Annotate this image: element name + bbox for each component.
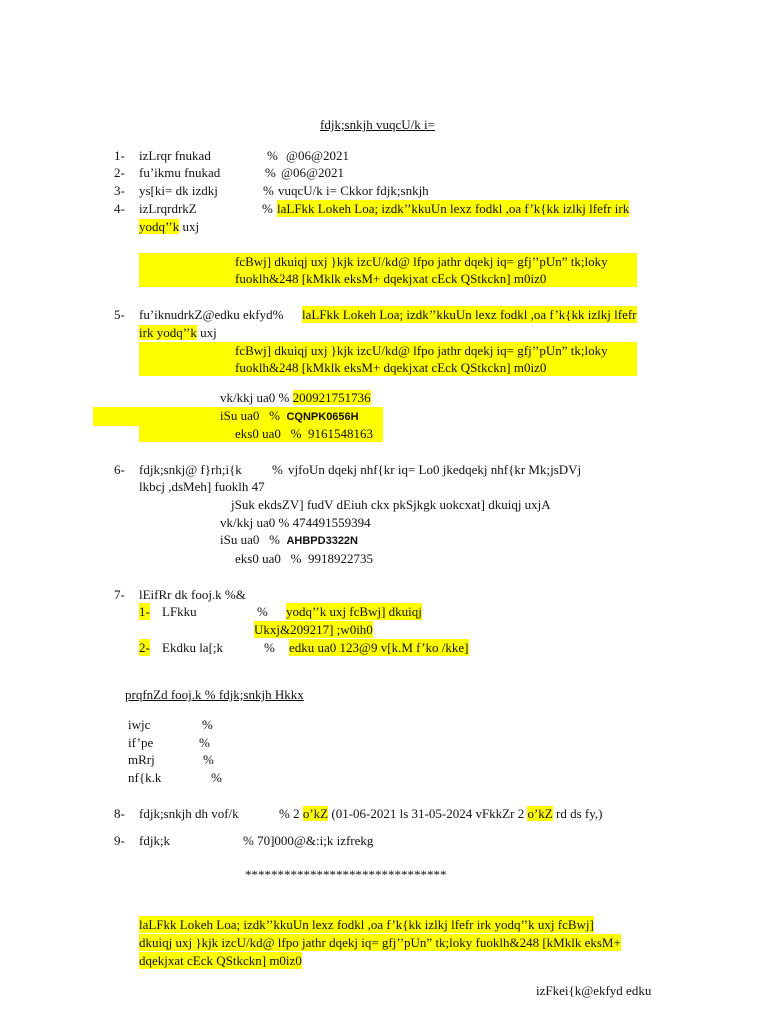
item-7-number: 7- bbox=[114, 587, 125, 602]
item-8-label: fdjk;snkjh dh vof/k bbox=[139, 806, 239, 821]
tenant-pan-row bbox=[220, 531, 358, 550]
item-5-number: 5- bbox=[114, 307, 125, 322]
owner-aadhaar bbox=[220, 389, 371, 406]
item-7a-location-2: Ukxj&209217] ;w0ih0 bbox=[254, 622, 373, 637]
item-6-line-3: jSuk ekdsZV] fudV dEiuh ckx pkSjkgk uokcxat] dkuiqj uxjA bbox=[231, 497, 551, 512]
item-8-years-2: o’kZ bbox=[527, 806, 553, 821]
item-5-address-line-4: fuoklh&248 [kMklk eksM+ dqekjxat cEck QStkckn] m0iz0 bbox=[139, 359, 637, 376]
item-2-value: @06@2021 bbox=[281, 165, 344, 180]
item-2-sep: % bbox=[265, 165, 276, 180]
item-3-sep: % bbox=[263, 183, 274, 198]
separator-stars: ******************************* bbox=[245, 867, 447, 882]
item-5-address-line-3: fcBwj] dkuiqj uxj }kjk izcU/kd@ lfpo jathr dqekj iq= gfj’’pUn” tk;loky bbox=[139, 342, 637, 359]
item-9-label: fdjk;k bbox=[139, 833, 171, 848]
item-8-mid: (01-06-2021 ls 31-05-2024 vFkkZr 2 bbox=[331, 806, 525, 821]
owner-mobile-value: 9161548163 bbox=[307, 426, 373, 441]
item-6-label: fdjk;snkj@ f}rh;i{k bbox=[139, 462, 242, 477]
owner-mobile-label: eks0 ua0 bbox=[235, 426, 281, 441]
item-4-address-line-1: laLFkk Lokeh Loa; izdk’’kkuUn lexz fodkl ,oa f’k{kk izlkj lfefr irk bbox=[277, 201, 630, 216]
item-1-label: izLrqr fnukad bbox=[139, 148, 211, 163]
tenant-mobile-value: 9918922735 bbox=[307, 551, 373, 566]
owner-mobile-row bbox=[139, 425, 383, 442]
item-7a-location-1: yodq’’k uxj fcBwj] dkuiqj bbox=[286, 604, 422, 619]
item-5-address-line-2 bbox=[139, 324, 217, 341]
item-7b-house: edku ua0 123@9 v[k.M f’ko /kke] bbox=[289, 640, 469, 655]
boundary-south-sep: % bbox=[211, 770, 222, 785]
item-7a-label: LFkku bbox=[162, 604, 197, 619]
owner-aadhaar-label: vk/kkj ua0 % bbox=[220, 390, 290, 405]
item-8-number: 8- bbox=[114, 806, 125, 821]
item-7b-sep: % bbox=[264, 640, 275, 655]
item-8-pre: % 2 bbox=[279, 806, 300, 821]
item-4-label: izLrqrdrkZ bbox=[139, 201, 197, 216]
item-5-address-tail: uxj bbox=[200, 325, 217, 340]
item-1-sep: % bbox=[267, 148, 278, 163]
owner-aadhaar-value: 200921751736 bbox=[292, 390, 371, 405]
item-4-address-line-2 bbox=[139, 218, 199, 235]
item-6-number: 6- bbox=[114, 462, 125, 477]
boundary-title: prqfnZd fooj.k % fdjk;snkjh Hkkx bbox=[125, 687, 304, 702]
owner-pan-sep: % bbox=[269, 408, 280, 423]
item-9-value: % 70]000@&:i;k izfrekg bbox=[243, 833, 374, 848]
item-4-address-hl: yodq’’k bbox=[139, 219, 180, 234]
item-3-label: ys[ki= dk izdkj bbox=[139, 183, 218, 198]
item-1-number: 1- bbox=[114, 148, 125, 163]
boundary-east-label: iwjc bbox=[128, 717, 151, 732]
item-6-sep: % bbox=[272, 462, 283, 477]
tenant-mobile-sep: % bbox=[290, 551, 302, 566]
owner-pan-label: iSu ua0 bbox=[220, 408, 260, 423]
item-7a-number: 1- bbox=[139, 604, 150, 619]
item-7a-sep: % bbox=[257, 604, 268, 619]
item-5-address-hl: irk yodq’’k bbox=[139, 325, 197, 340]
owner-mobile-sep: % bbox=[290, 426, 302, 441]
item-8-years-1: o’kZ bbox=[302, 806, 329, 821]
item-2-label: fu’ikmu fnukad bbox=[139, 165, 221, 180]
boundary-west-sep: % bbox=[199, 735, 210, 750]
boundary-east-sep: % bbox=[202, 717, 213, 732]
item-6-line-2: lkbcj ,dsMeh] fuoklh 47 bbox=[139, 479, 265, 494]
item-5-label: fu’iknudrkZ@edku ekfyd% bbox=[139, 307, 284, 322]
item-3-value: vuqcU/k i= Ckkor fdjk;snkjh bbox=[278, 183, 429, 198]
item-7b-number: 2- bbox=[139, 640, 150, 655]
footer-address-line-3: dqekjxat cEck QStkckn] m0iz0 bbox=[139, 953, 302, 968]
tenant-pan-sep: % bbox=[269, 532, 280, 547]
item-7b-label: Ekdku la[;k bbox=[162, 640, 224, 655]
boundary-west-label: if’pe bbox=[128, 735, 154, 750]
item-4-address-line-3: fcBwj] dkuiqj uxj }kjk izcU/kd@ lfpo jathr dqekj iq= gfj’’pUn” tk;loky bbox=[139, 253, 637, 270]
footer-address-line-2: dkuiqj uxj }kjk izcU/kd@ lfpo jathr dqekj iq= gfj’’pUn” tk;loky fuoklh&248 [kMklk eksM+ bbox=[139, 935, 621, 950]
signature-label: izFkei{k@ekfyd edku bbox=[536, 983, 652, 998]
tenant-mobile-row bbox=[235, 550, 373, 567]
item-4-number: 4- bbox=[114, 201, 125, 216]
item-4-address-line-4: fuoklh&248 [kMklk eksM+ dqekjxat cEck QStkckn] m0iz0 bbox=[139, 270, 637, 287]
boundary-north-label: mRrj bbox=[128, 752, 155, 767]
item-8-post: rd ds fy,) bbox=[555, 806, 603, 821]
item-1-value: @06@2021 bbox=[286, 148, 349, 163]
item-3-number: 3- bbox=[114, 183, 125, 198]
tenant-pan-label: iSu ua0 bbox=[220, 532, 260, 547]
page-title: fdjk;snkjh vuqcU/k i= bbox=[320, 117, 435, 132]
footer-address-line-1: laLFkk Lokeh Loa; izdk’’kkuUn lexz fodkl ,oa f’k{kk izlkj lfefr irk yodq’’k uxj fcBwj] bbox=[139, 917, 594, 932]
owner-pan-row bbox=[93, 407, 383, 426]
item-6-line-1: vjfoUn dqekj nhf{kr iq= Lo0 jkedqekj nhf{kr Mk;jsDVj bbox=[288, 462, 582, 477]
item-2-number: 2- bbox=[114, 165, 125, 180]
tenant-aadhaar: vk/kkj ua0 % 474491559394 bbox=[220, 515, 371, 530]
boundary-south-label: nf{k.k bbox=[128, 770, 162, 785]
boundary-north-sep: % bbox=[203, 752, 214, 767]
tenant-mobile-label: eks0 ua0 bbox=[235, 551, 281, 566]
tenant-pan-value: AHBPD3322N bbox=[286, 535, 358, 547]
item-8-value bbox=[279, 805, 602, 822]
item-4-address-tail: uxj bbox=[182, 219, 200, 234]
item-7-label: lEifRr dk fooj.k %& bbox=[139, 587, 246, 602]
item-9-number: 9- bbox=[114, 833, 125, 848]
owner-pan-value: CQNPK0656H bbox=[286, 411, 359, 423]
item-5-address-line-1: laLFkk Lokeh Loa; izdk’’kkuUn lexz fodkl ,oa f’k{kk izlkj lfefr bbox=[302, 307, 637, 322]
item-4-sep: % bbox=[262, 201, 273, 216]
